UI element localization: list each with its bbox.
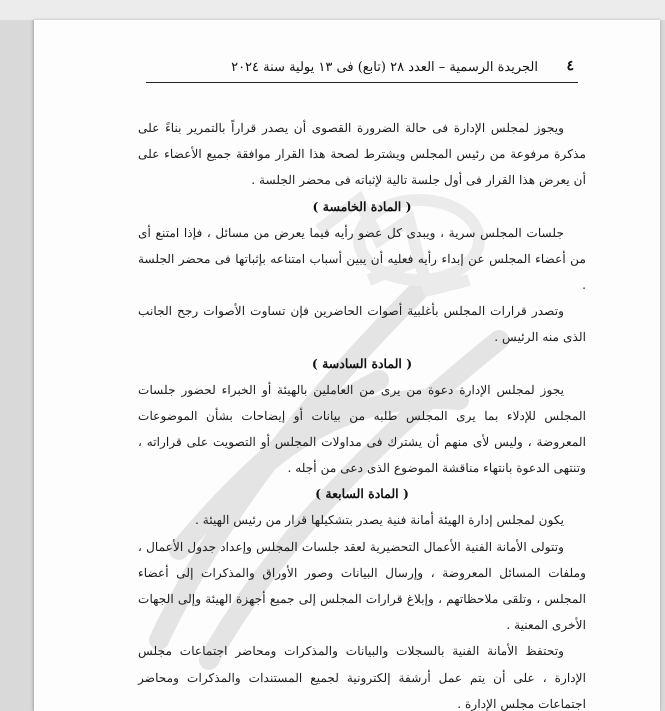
paragraph: ويجوز لمجلس الإدارة فى حالة الضرورة القصوى أن يصدر قراراً بالتمرير بناءً على مذكرة مرفوعة من رئيس المجلس ويشترط لصحة هذا القرار موافقة جميع الأعضاء على أن يعرض هذا القرار فى أول جلسة تالية لإثباته فى محضر الجلسة .	[138, 121, 586, 188]
article-6-heading: ( المادة السادسة )	[311, 355, 413, 371]
page-number: ٤	[566, 58, 574, 74]
paragraph: وتحتفظ الأمانة الفنية بالسجلات والبيانات والمذكرات ومحاضر اجتماعات مجلس الإدارة ، على أن يتم عمل أرشفة إلكترونية لجميع المستندات والمذكرات ومحاضر اجتماعات مجلس الإدارة .	[138, 644, 586, 711]
article-7-heading: ( المادة السابعة )	[315, 486, 409, 502]
gazette-title: الجريدة الرسمية – العدد ٢٨ (تابع) فى ١٣ يولية سنة ٢٠٢٤	[231, 60, 538, 75]
paragraph: يكون لمجلس إدارة الهيئة أمانة فنية يصدر بتشكيلها قرار من رئيس الهيئة .	[195, 513, 564, 528]
paragraph: وتتولى الأمانة الفنية الأعمال التحضيرية لعقد جلسات المجلس وإعداد جدول الأعمال ، وملفات المسائل المعروضة ، وإرسال البيانات وصور الأوراق والمذكرات إلى أعضاء المجلس ، وتلقى ملاحظاتهم ، وإبلاغ قرارات المجلس إلى جميع أجهزة الهيئة وإلى الجهات الأخرى المعنية .	[138, 539, 586, 633]
viewer-top-strip	[0, 0, 665, 20]
document-page	[33, 20, 660, 711]
paragraph: وتصدر قرارات المجلس بأغلبية أصوات الحاضرين فإن تساوت الأصوات رجح الجانب الذى منه الرئيس .	[138, 304, 586, 345]
paragraph: جلسات المجلس سرية ، ويبدى كل عضو رأيه فيما يعرض من مسائل ، فإذا امتنع أى من أعضاء المجلس عن إبداء رأيه فعليه أن يبين أسباب امتناعه بإثباتها فى محضر الجلسة .	[138, 225, 586, 293]
paragraph: يجوز لمجلس الإدارة دعوة من يرى من العاملين بالهيئة أو الخبراء لحضور جلسات المجلس للإدلاء بما يرى المجلس طلبه من بيانات أو إيضاحات بشأن الموضوعات المعروضة ، وليس لأى منهم أن يشترك فى مداولات المجلس أو التصويت على قراراته ، وتنتهى الدعوة بانتهاء مناقشة الموضوع الذى دعى من أجله .	[138, 382, 586, 476]
article-5-heading: ( المادة الخامسة )	[312, 198, 412, 214]
document-body	[138, 115, 586, 711]
page-header	[146, 56, 578, 83]
